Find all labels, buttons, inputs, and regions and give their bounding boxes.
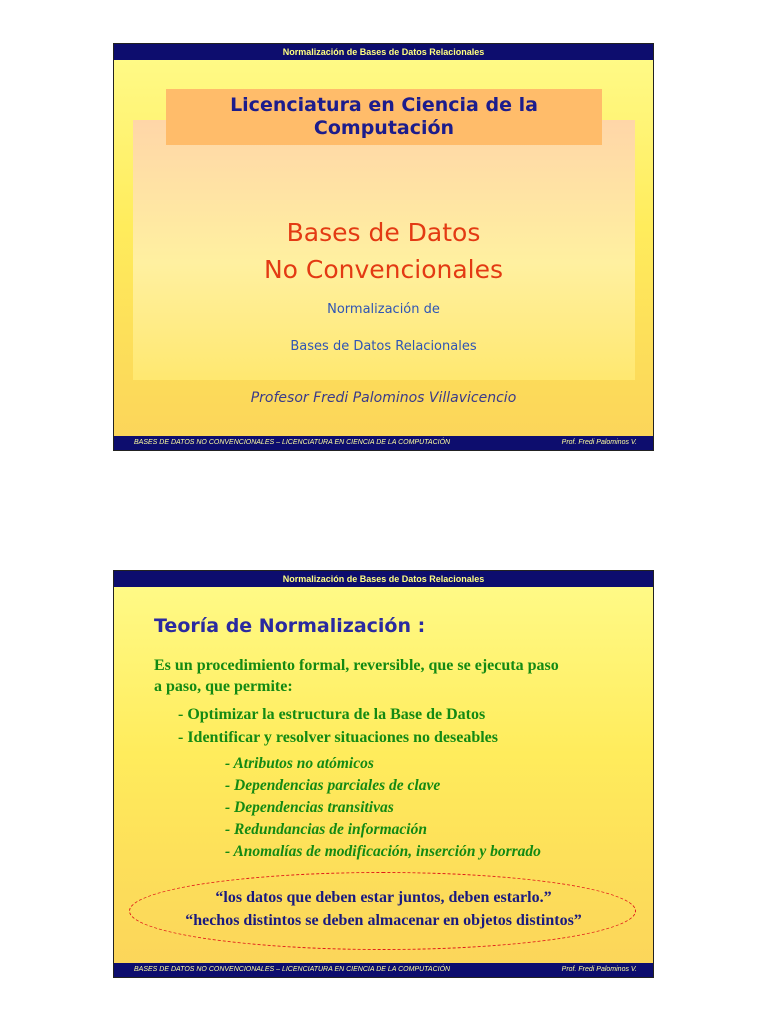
sub-list-item: - Dependencias transitivas: [225, 799, 394, 816]
quote-line-2: “hechos distintos se deben almacenar en objetos distintos”: [185, 912, 582, 929]
sub-list-item: - Anomalías de modificación, inserción y borrado: [225, 843, 541, 860]
subtitle-line-2: Bases de Datos Relacionales: [290, 339, 477, 354]
slide-1: [113, 43, 654, 451]
sub-list-item: - Dependencias parciales de clave: [225, 777, 441, 794]
course-title-line-1: Bases de Datos: [286, 218, 481, 247]
subtitle-line-1: Normalización de: [327, 302, 440, 317]
slide-footer-bar: [114, 963, 653, 977]
footer-professor-text: Prof. Fredi Palominos V.: [561, 439, 637, 446]
list-item: - Optimizar la estructura de la Base de Datos: [178, 706, 486, 723]
intro-line-1: Es un procedimiento formal, reversible, que se ejecuta paso: [154, 657, 559, 674]
slide-header-bar: Normalización de Bases de Datos Relacionales: [114, 44, 653, 60]
program-title-line-2: Computación: [313, 117, 455, 139]
intro-paragraph: [154, 655, 634, 697]
sub-list-item: - Atributos no atómicos: [225, 755, 374, 772]
course-title: [114, 214, 653, 288]
intro-line-2: a paso, que permite:: [154, 678, 293, 695]
list-item: - Identificar y resolver situaciones no deseables: [178, 729, 498, 746]
footer-course-text: BASES DE DATOS NO CONVENCIONALES – LICENCIATURA EN CIENCIA DE LA COMPUTACIÓN: [134, 966, 451, 973]
quote-line-1: “los datos que deben estar juntos, deben estarlo.”: [215, 889, 552, 906]
slide-heading: Teoría de Normalización :: [154, 615, 426, 637]
sub-list-item: - Redundancias de información: [225, 821, 427, 838]
professor-name: Profesor Fredi Palominos Villavicencio: [250, 390, 517, 406]
program-title-line-1: Licenciatura en Ciencia de la: [230, 94, 538, 116]
course-title-line-2: No Convencionales: [263, 255, 504, 284]
program-title-box: [166, 89, 602, 145]
footer-course-text: BASES DE DATOS NO CONVENCIONALES – LICENCIATURA EN CIENCIA DE LA COMPUTACIÓN: [134, 439, 451, 446]
slide-footer-bar: [114, 436, 653, 450]
quote-ellipse: [129, 872, 636, 950]
footer-professor-text: Prof. Fredi Palominos V.: [561, 966, 637, 973]
slide-2: [113, 570, 654, 978]
slide-header-bar: Normalización de Bases de Datos Relacionales: [114, 571, 653, 587]
